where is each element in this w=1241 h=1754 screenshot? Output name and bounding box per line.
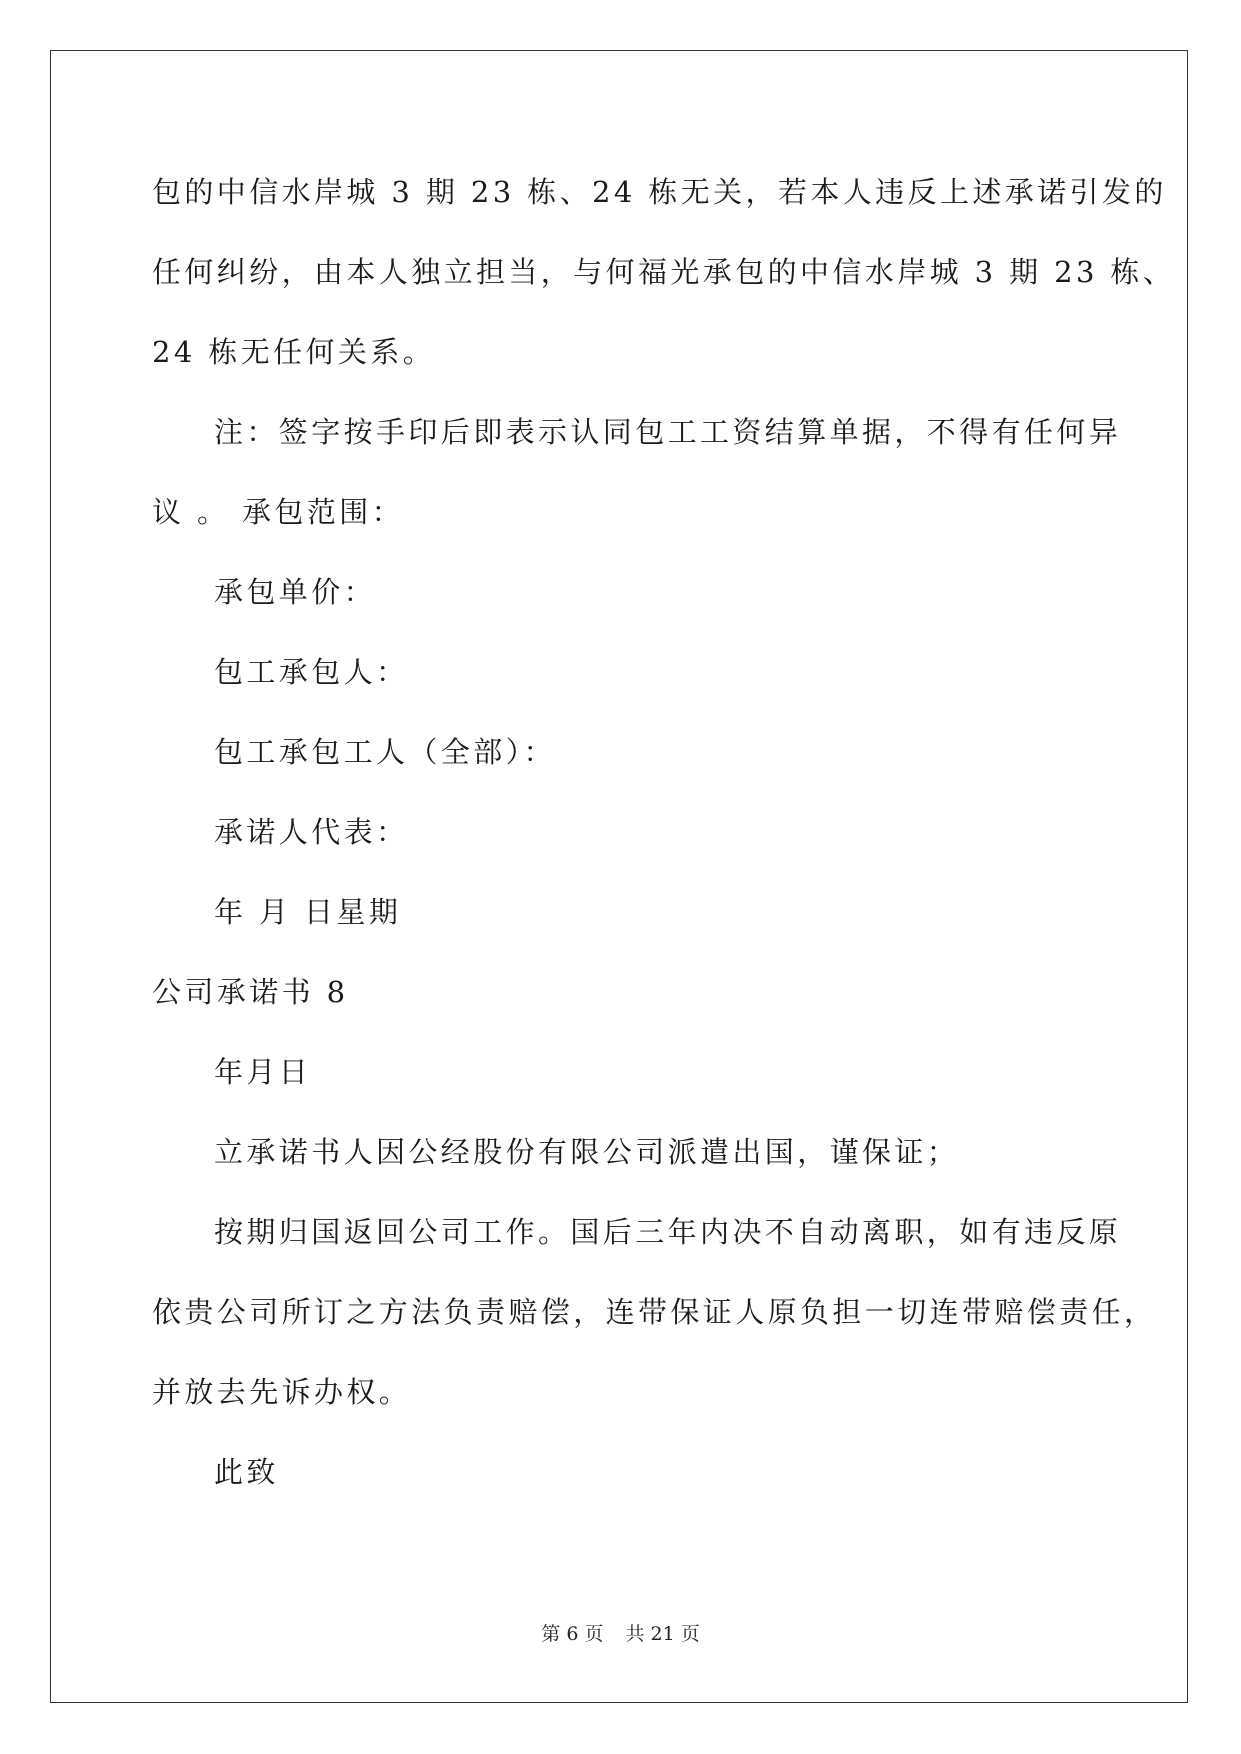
body-line: 任何纠纷，由本人独立担当，与何福光承包的中信水岸城 3 期 23 栋、 [152,255,1176,289]
field-promisor-representative: 承诺人代表： [214,815,409,849]
note-line: 注：签字按手印后即表示认同包工工资结算单据，不得有任何异 [214,415,1122,449]
body-line: 24 栋无任何关系。 [152,335,436,369]
body-line: 立承诺书人因公经股份有限公司派遣出国，谨保证； [214,1135,960,1169]
body-line: 依贵公司所订之方法负责赔偿，连带保证人原负担一切连带赔偿责任， [152,1295,1157,1329]
field-date-weekday: 年 月 日星期 [214,895,402,929]
total-pages: 共 21 页 [625,1623,700,1645]
page-footer [0,1622,1241,1646]
section-heading: 公司承诺书 8 [152,975,349,1009]
body-line: 议 。 承包范围： [152,495,405,529]
field-contractor: 包工承包人： [214,655,409,689]
field-contract-workers: 包工承包工人（全部）： [214,735,556,769]
field-date: 年月日 [214,1055,312,1089]
body-line: 按期归国返回公司工作。国后三年内决不自动离职，如有违反原 [214,1215,1122,1249]
body-line: 并放去先诉办权。 [152,1375,412,1409]
closing-line: 此致 [214,1455,279,1489]
body-line: 包的中信水岸城 3 期 23 栋、24 栋无关，若本人违反上述承诺引发的 [152,175,1167,209]
page-number: 第 6 页 [541,1623,604,1645]
field-contract-unit-price: 承包单价： [214,575,377,609]
